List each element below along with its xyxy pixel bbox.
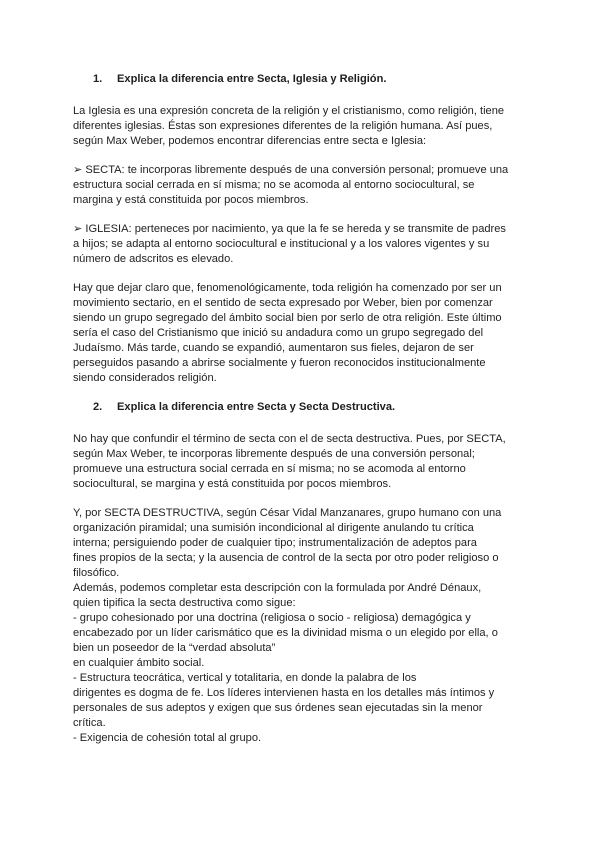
text-line: promueve una estructura social cerrada en sí misma; no se acomoda al entorno <box>73 463 466 475</box>
section-1-number: 1. <box>93 73 103 85</box>
text-line: personales de sus adeptos y exigen que sus órdenes sean ejecutadas sin la menor <box>73 702 483 714</box>
document-body <box>73 72 528 746</box>
secta-definition <box>73 163 528 208</box>
text-line: bien un poseedor de la “verdad absoluta” <box>73 642 276 654</box>
section-1-intro <box>73 104 528 149</box>
text-line: - grupo cohesionado por una doctrina (religiosa o socio - religiosa) demagógica y <box>73 612 471 624</box>
text-line: margina y está constituida por pocos miembros. <box>73 194 309 206</box>
text-line: dirigentes es dogma de fe. Los líderes intervienen hasta en los detalles más íntimos y <box>73 687 495 699</box>
text-line: sería el caso del Cristianismo que inició su andadura como un grupo segregado del <box>73 327 484 339</box>
text-line: siendo un grupo segregado del ámbito social bien por serlo de otra religión. Este último <box>73 312 502 324</box>
text-line: interna; persiguiendo poder de cualquier tipo; instrumentalización de adeptos para <box>73 537 477 549</box>
text-line: diferentes iglesias. Éstas son expresiones diferentes de la religión humana. Así pues, <box>73 120 493 132</box>
text-line: número de adscritos es elevado. <box>73 253 234 265</box>
text-line: sociocultural, se margina y está constituida por pocos miembros. <box>73 478 392 490</box>
text-line: - Exigencia de cohesión total al grupo. <box>73 732 262 744</box>
section-1-title: Explica la diferencia entre Secta, Iglesia y Religión. <box>117 73 387 85</box>
text-line: movimiento sectario, en el sentido de secta expresado por Weber, bien por comenzar <box>73 297 493 309</box>
text-line: organización piramidal; una sumisión incondicional al dirigente anulando tu crítica <box>73 522 474 534</box>
text-line: Y, por SECTA DESTRUCTIVA, según César Vidal Manzanares, grupo humano con una <box>73 507 502 519</box>
text-line: siendo considerados religión. <box>73 372 217 384</box>
section-2-number: 2. <box>93 401 103 413</box>
text-line: a hijos; se adapta al entorno sociocultural e institucional y a los valores vigentes y su <box>73 238 490 250</box>
text-line: Además, podemos completar esta descripción con la formulada por André Dénaux, <box>73 582 482 594</box>
section-2-intro <box>73 432 528 492</box>
section-1-closing <box>73 281 528 386</box>
text-line: perseguidos pasando a abrirse socialmente y fueron reconocidos institucionalmente <box>73 357 486 369</box>
text-line: La Iglesia es una expresión concreta de la religión y el cristianismo, como religión, tiene <box>73 105 505 117</box>
text-line: fines propios de la secta; y la ausencia de control de la secta por otro poder religioso o <box>73 552 499 564</box>
text-line: encabezado por un líder carismático que es la divinidad misma o un elegido por ella, o <box>73 627 498 639</box>
text-line: ➢ IGLESIA: perteneces por nacimiento, ya que la fe se hereda y se transmite de padres <box>73 223 506 235</box>
text-line: estructura social cerrada en sí misma; no se acomoda al entorno sociocultural, se <box>73 179 475 191</box>
iglesia-definition <box>73 222 528 267</box>
section-1-heading <box>73 72 528 87</box>
text-line: - Estructura teocrática, vertical y totalitaria, en donde la palabra de los <box>73 672 417 684</box>
text-line: crítica. <box>73 717 106 729</box>
text-line: Hay que dejar claro que, fenomenológicamente, toda religión ha comenzado por ser un <box>73 282 502 294</box>
text-line: filosófico. <box>73 567 120 579</box>
secta-destructiva-definition <box>73 506 528 746</box>
text-line: en cualquier ámbito social. <box>73 657 205 669</box>
section-2-title: Explica la diferencia entre Secta y Secta Destructiva. <box>117 401 396 413</box>
text-line: quien tipifica la secta destructiva como sigue: <box>73 597 296 609</box>
text-line: según Max Weber, te incorporas libremente después de una conversión personal; <box>73 448 475 460</box>
section-2-heading <box>73 400 528 415</box>
text-line: ➢ SECTA: te incorporas libremente después de una conversión personal; promueve una <box>73 164 509 176</box>
text-line: Judaísmo. Más tarde, cuando se expandió, aumentaron sus fieles, dejaron de ser <box>73 342 474 354</box>
text-line: No hay que confundir el término de secta con el de secta destructiva. Pues, por SECTA, <box>73 433 506 445</box>
text-line: según Max Weber, podemos encontrar diferencias entre secta e Iglesia: <box>73 135 427 147</box>
